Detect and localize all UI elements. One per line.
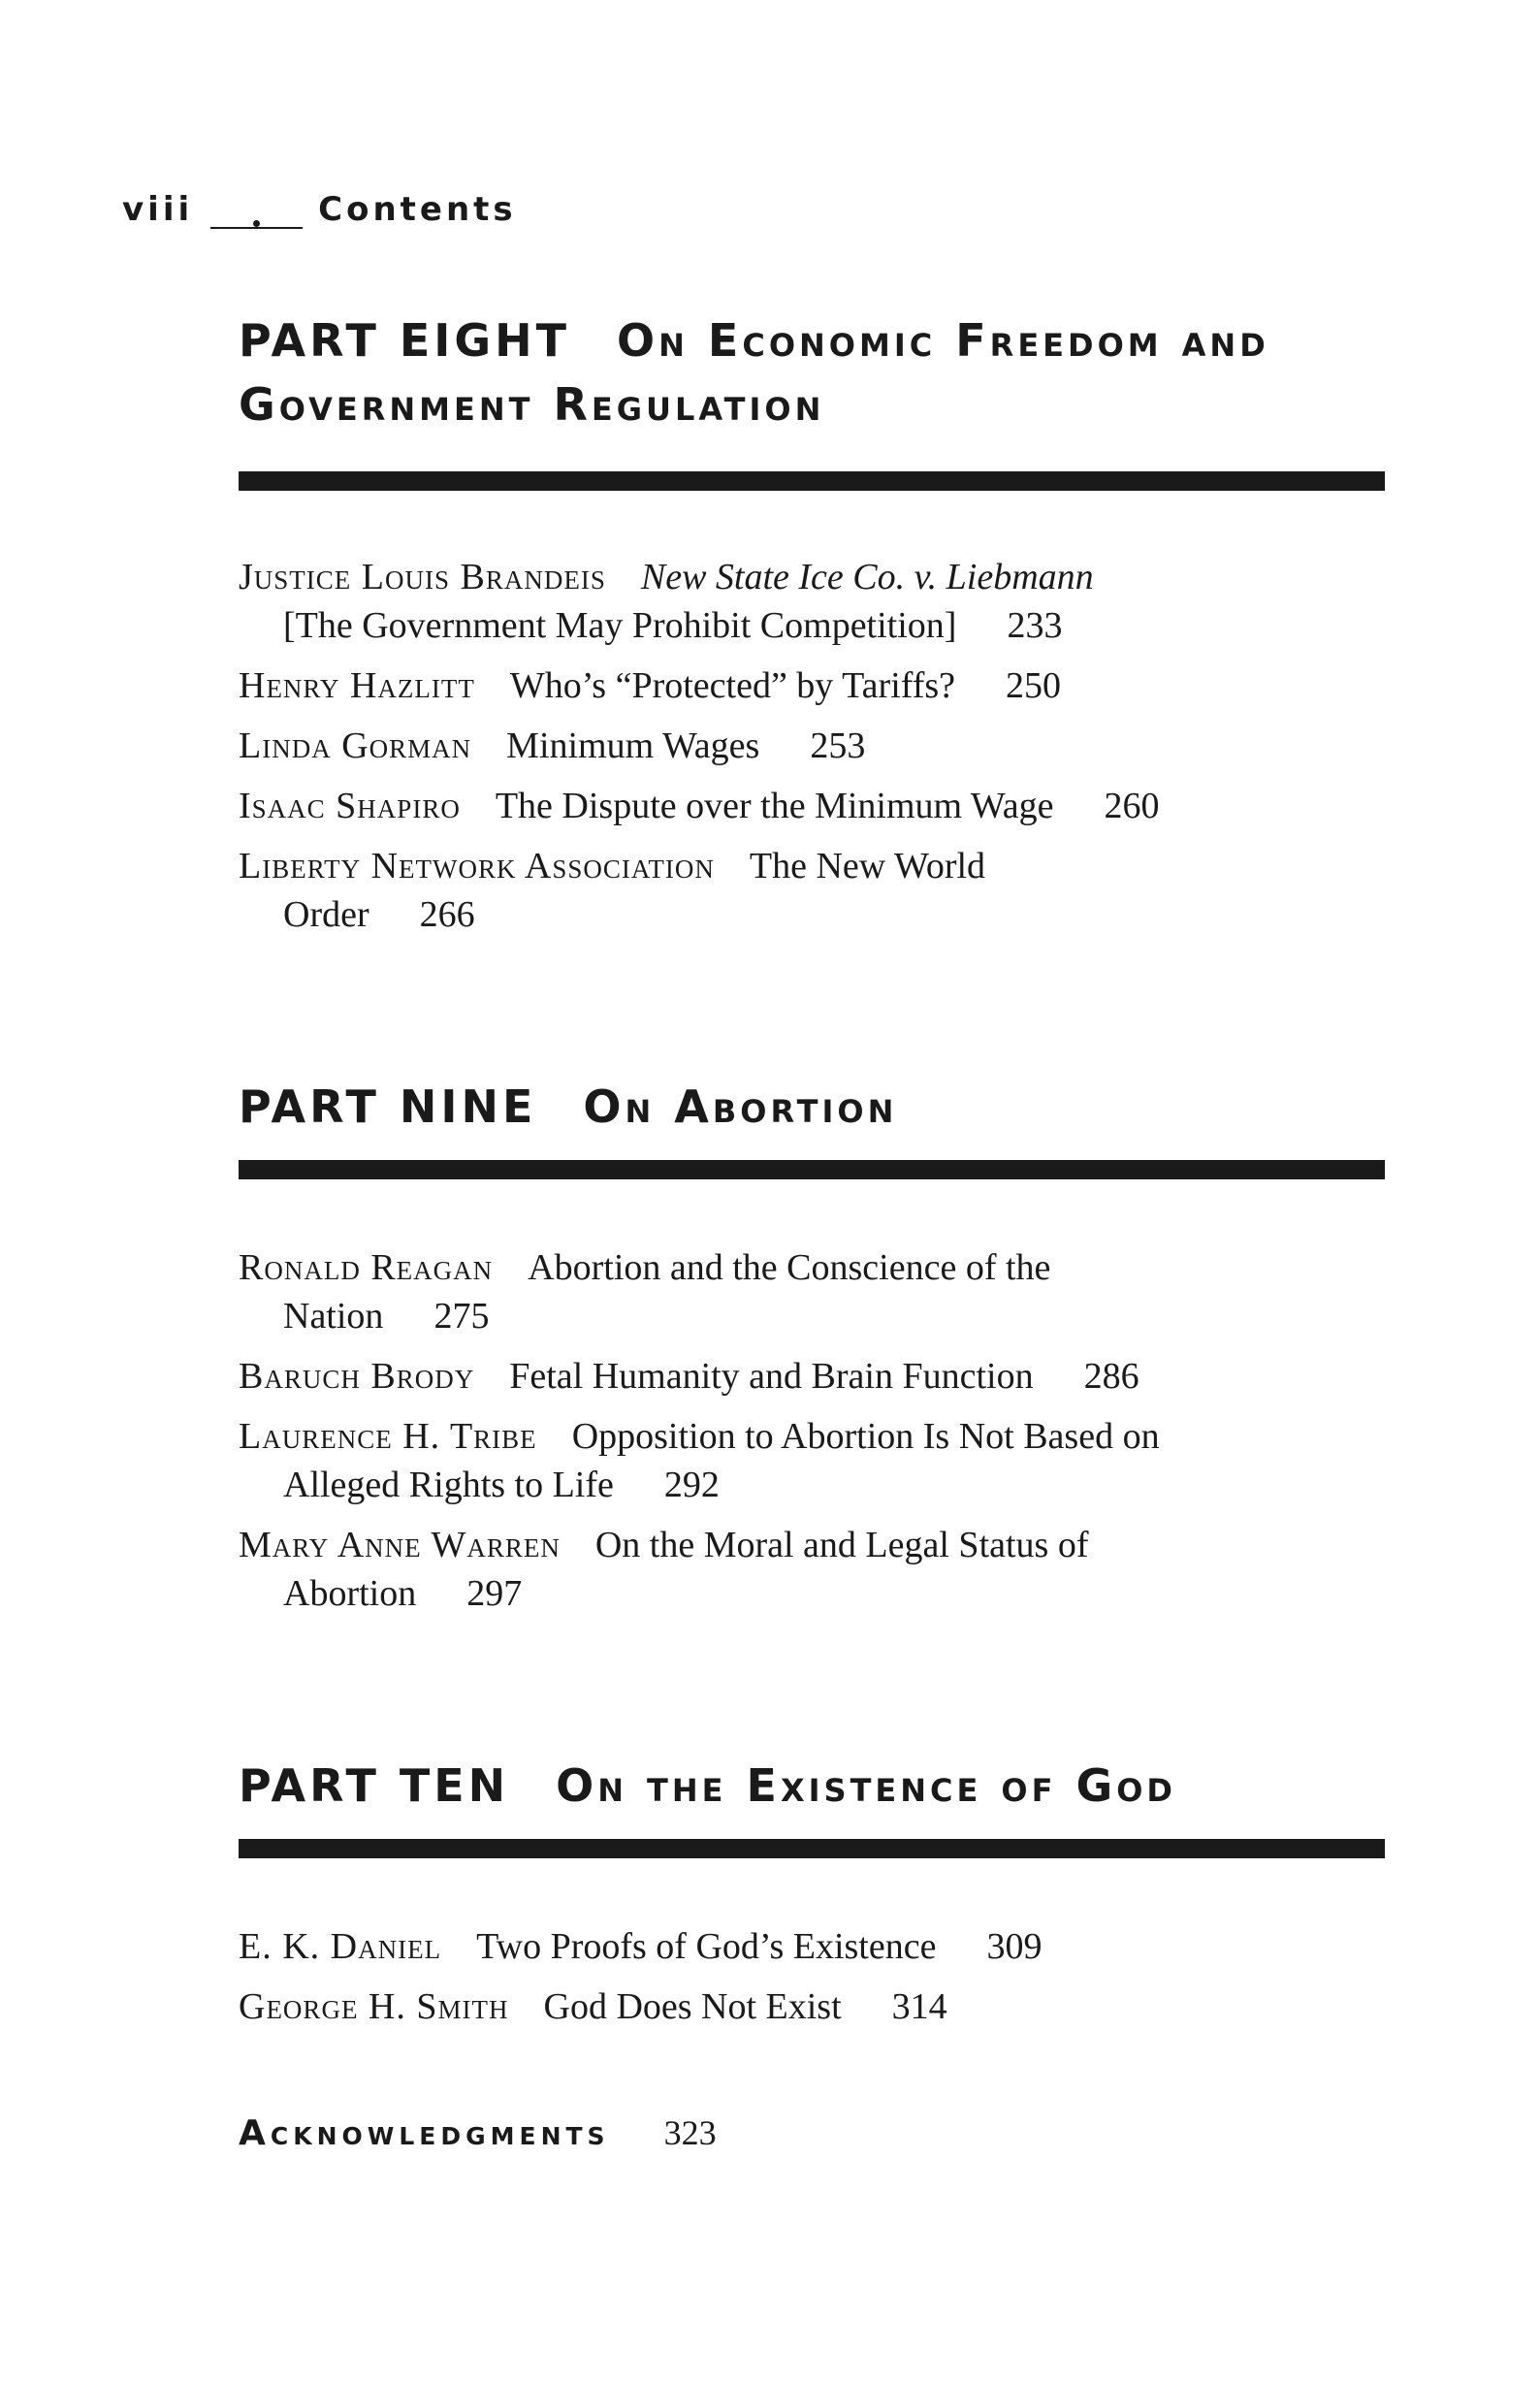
entry-title: Abortion and the Conscience of the [528, 1247, 1051, 1288]
toc-entry[interactable] [239, 782, 1393, 830]
entry-page: 233 [1007, 605, 1063, 646]
entry-page: 260 [1104, 786, 1160, 826]
entry-page: 275 [433, 1296, 490, 1337]
entry-page: 309 [986, 1926, 1043, 1967]
entry-title: Who’s “Protected” by Tariffs? [509, 665, 956, 706]
entry-author: Laurence H. Tribe [239, 1416, 537, 1457]
part-label: PART TEN [239, 1759, 510, 1812]
entry-page: 297 [466, 1573, 523, 1614]
toc-entry[interactable] [239, 661, 1393, 710]
toc-entry[interactable] [239, 842, 1393, 939]
part-title-line1: On Economic Freedom and [617, 314, 1269, 367]
entry-title: On the Moral and Legal Status of [594, 1525, 1089, 1565]
entry-author: Linda Gorman [239, 725, 472, 766]
entry-author: Henry Hazlitt [239, 665, 475, 706]
entry-title: Two Proofs of God’s Existence [476, 1926, 937, 1967]
toc-entry[interactable] [239, 722, 1393, 770]
entry-author: Justice Louis Brandeis [239, 557, 606, 597]
entry-author: Isaac Shapiro [239, 786, 461, 826]
toc-entry[interactable] [239, 1352, 1393, 1401]
toc-entry[interactable] [239, 553, 1393, 650]
part-label: PART NINE [239, 1080, 537, 1133]
toc-entry[interactable] [239, 1521, 1393, 1618]
entry-author: Ronald Reagan [239, 1247, 494, 1288]
acknowledgments-page: 323 [663, 2113, 717, 2152]
entry-title-cont: Abortion [283, 1573, 417, 1614]
entry-title-cont: Nation [283, 1296, 384, 1337]
part-title: On Abortion [583, 1080, 898, 1133]
entry-title: New State Ice Co. v. Liebmann [640, 557, 1094, 597]
entry-author: Liberty Network Association [239, 846, 715, 886]
entry-author: George H. Smith [239, 1986, 509, 2027]
part-eight-heading [239, 308, 1385, 436]
entry-title: Fetal Humanity and Brain Function [509, 1356, 1034, 1397]
part-ten-heading [239, 1754, 1385, 1818]
section-rule [239, 471, 1385, 491]
section-rule [239, 1839, 1385, 1858]
section-rule [239, 1160, 1385, 1179]
entry-page: 292 [663, 1465, 720, 1505]
entry-page: 286 [1083, 1356, 1139, 1397]
part-title: On the Existence of God [556, 1759, 1176, 1812]
entry-title-cont: [The Government May Prohibit Competition] [283, 605, 957, 646]
entry-page: 253 [810, 725, 866, 766]
running-head [122, 190, 517, 229]
entry-title: The New World [749, 846, 986, 886]
entry-author: Baruch Brody [239, 1356, 475, 1397]
entry-title: The Dispute over the Minimum Wage [495, 786, 1054, 826]
acknowledgments-label: Acknowledgments [239, 2113, 610, 2153]
entry-page: 250 [1006, 665, 1062, 706]
entry-title-cont: Alleged Rights to Life [283, 1465, 614, 1505]
part-nine-heading [239, 1075, 1385, 1139]
entry-title: Opposition to Abortion Is Not Based on [571, 1416, 1160, 1457]
page-number: viii [122, 190, 194, 229]
entry-title: God Does Not Exist [543, 1986, 842, 2027]
acknowledgments-entry[interactable] [239, 2112, 717, 2153]
entry-page: 266 [419, 894, 475, 935]
part-label: PART EIGHT [239, 314, 571, 367]
running-title: Contents [318, 190, 517, 229]
toc-entry[interactable] [239, 1243, 1393, 1340]
entry-page: 314 [891, 1986, 947, 2027]
toc-entry[interactable] [239, 1922, 1393, 1971]
header-rule [210, 227, 303, 229]
part-title-line2: Government Regulation [239, 378, 825, 431]
toc-entry[interactable] [239, 1412, 1393, 1509]
entry-title-cont: Order [283, 894, 369, 935]
toc-entry[interactable] [239, 1982, 1393, 2031]
entry-author: E. K. Daniel [239, 1926, 442, 1967]
entry-title: Minimum Wages [506, 725, 760, 766]
entry-author: Mary Anne Warren [239, 1525, 561, 1565]
